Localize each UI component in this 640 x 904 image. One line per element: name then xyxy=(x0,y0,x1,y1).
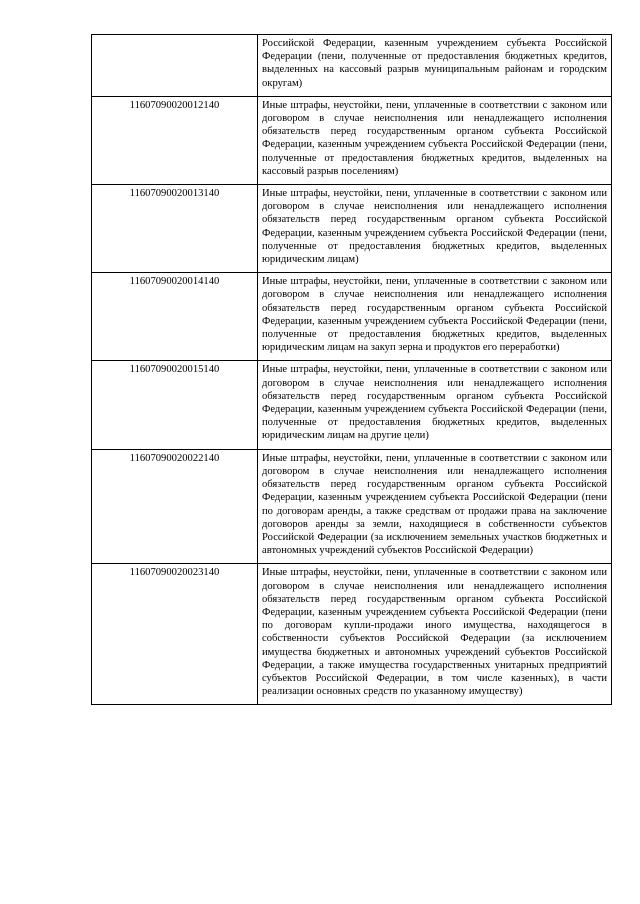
kbk-code-cell: 11607090020013140 xyxy=(92,185,258,273)
budget-codes-table xyxy=(91,34,612,705)
description-cell: Иные штрафы, неустойки, пени, уплаченные в соответствии с законом или договором в случае неисполнения или ненадлежащего исполнения обязательств перед государственным органом субъекта Российской Федерации, казенным учреждением субъекта Российской Федерации (пени по договорам купли-продажи иного имущества, находящегося в собственности субъектов Российской Федерации (за исключением имущества бюджетных и автономных учреждений субъектов Российской Федерации, а также имущества государственных унитарных предприятий субъектов Российской Федерации, в том числе казенных), в части реализации основных средств по указанному имуществу) xyxy=(258,564,612,705)
table-row xyxy=(92,96,612,184)
table-row xyxy=(92,273,612,361)
description-cell: Иные штрафы, неустойки, пени, уплаченные в соответствии с законом или договором в случае неисполнения или ненадлежащего исполнения обязательств перед государственным органом субъекта Российской Федерации, казенным учреждением субъекта Российской Федерации (пени, полученные от предоставления бюджетных кредитов, выделенных юридическим лицам) xyxy=(258,185,612,273)
kbk-code-cell: 11607090020022140 xyxy=(92,449,258,564)
description-cell: Иные штрафы, неустойки, пени, уплаченные в соответствии с законом или договором в случае неисполнения или ненадлежащего исполнения обязательств перед государственным органом субъекта Российской Федерации, казенным учреждением субъекта Российской Федерации (пени, полученные от предоставления бюджетных кредитов, выделенных на кассовый разрыв поселениям) xyxy=(258,96,612,184)
table-row xyxy=(92,449,612,564)
kbk-code-cell xyxy=(92,35,258,97)
table-row xyxy=(92,35,612,97)
kbk-code-cell: 11607090020014140 xyxy=(92,273,258,361)
kbk-code-cell: 11607090020015140 xyxy=(92,361,258,449)
table-row xyxy=(92,185,612,273)
kbk-code-cell: 11607090020023140 xyxy=(92,564,258,705)
table-row xyxy=(92,361,612,449)
description-cell: Российской Федерации, казенным учреждением субъекта Российской Федерации (пени, полученные от предоставления бюджетных кредитов, выделенных на кассовый разрыв муниципальным районам и городским округам) xyxy=(258,35,612,97)
description-cell: Иные штрафы, неустойки, пени, уплаченные в соответствии с законом или договором в случае неисполнения или ненадлежащего исполнения обязательств перед государственным органом субъекта Российской Федерации, казенным учреждением субъекта Российской Федерации (пени, полученные от предоставления бюджетных кредитов, выделенных юридическим лицам на закуп зерна и продуктов его переработки) xyxy=(258,273,612,361)
table-row xyxy=(92,564,612,705)
description-cell: Иные штрафы, неустойки, пени, уплаченные в соответствии с законом или договором в случае неисполнения или ненадлежащего исполнения обязательств перед государственным органом субъекта Российской Федерации, казенным учреждением субъекта Российской Федерации (пени, полученные от предоставления бюджетных кредитов, выделенных юридическим лицам на другие цели) xyxy=(258,361,612,449)
description-cell: Иные штрафы, неустойки, пени, уплаченные в соответствии с законом или договором в случае неисполнения или ненадлежащего исполнения обязательств перед государственным органом субъекта Российской Федерации, казенным учреждением субъекта Российской Федерации (пени по договорам аренды, а также средствам от продажи права на заключение договоров аренды за земли, находящиеся в собственности субъектов Российской Федерации (за исключением земельных участков бюджетных и автономных учреждений субъектов Российской Федерации) xyxy=(258,449,612,564)
kbk-code-cell: 11607090020012140 xyxy=(92,96,258,184)
